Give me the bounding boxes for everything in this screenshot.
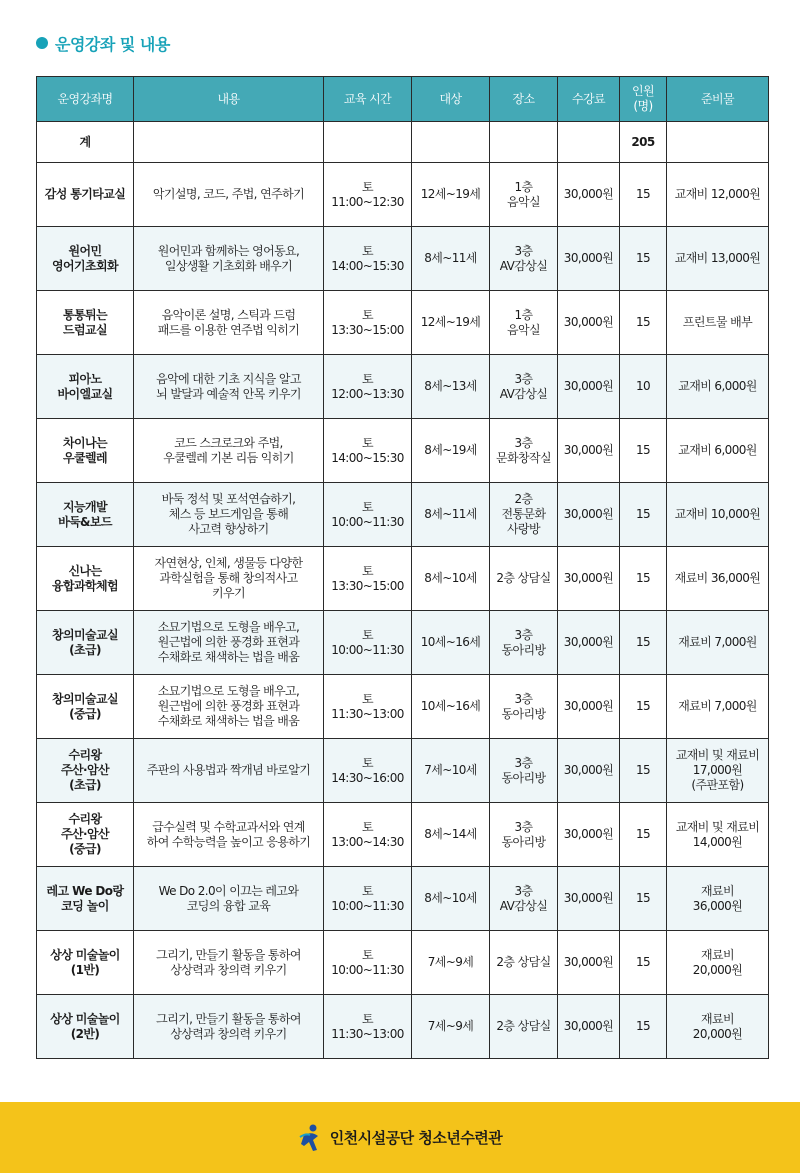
cell-supplies: 교재비 6,000원 — [667, 355, 769, 419]
cell-fee: 30,000원 — [558, 611, 620, 675]
header-fee: 수강료 — [558, 77, 620, 122]
cell-time: 토 13:30~15:00 — [324, 547, 412, 611]
cell-target: 8세~14세 — [412, 803, 490, 867]
cell-place: 2층 상담실 — [490, 995, 558, 1059]
cell-capacity: 10 — [620, 355, 667, 419]
organization-name: 인천시설공단 청소년수련관 — [329, 1129, 503, 1147]
cell-supplies: 재료비 36,000원 — [667, 867, 769, 931]
cell-capacity: 15 — [620, 739, 667, 803]
cell-place: 1층 음악실 — [490, 163, 558, 227]
table-cell — [558, 122, 620, 163]
cell-course-name: 상상 미술놀이 (1반) — [37, 931, 134, 995]
table-cell — [667, 122, 769, 163]
cell-target: 12세~19세 — [412, 291, 490, 355]
cell-fee: 30,000원 — [558, 291, 620, 355]
table-row — [37, 227, 769, 291]
cell-supplies: 재료비 36,000원 — [667, 547, 769, 611]
cell-fee: 30,000원 — [558, 931, 620, 995]
cell-fee: 30,000원 — [558, 995, 620, 1059]
cell-supplies: 교재비 및 재료비 14,000원 — [667, 803, 769, 867]
cell-supplies: 교재비 12,000원 — [667, 163, 769, 227]
cell-course-name: 수리왕 주산·암산 (초급) — [37, 739, 134, 803]
header-content: 내용 — [134, 77, 324, 122]
cell-time: 토 12:00~13:30 — [324, 355, 412, 419]
header-time: 교육 시간 — [324, 77, 412, 122]
cell-supplies: 재료비 20,000원 — [667, 931, 769, 995]
cell-capacity: 15 — [620, 291, 667, 355]
cell-content: 바둑 정석 및 포석연습하기, 체스 등 보드게임을 통해 사고력 향상하기 — [134, 483, 324, 547]
section-title — [36, 30, 170, 56]
table-row — [37, 611, 769, 675]
cell-target: 8세~13세 — [412, 355, 490, 419]
cell-course-name: 피아노 바이엘교실 — [37, 355, 134, 419]
bullet-icon — [36, 37, 48, 49]
cell-place: 3층 AV감상실 — [490, 355, 558, 419]
cell-course-name: 통통튀는 드럼교실 — [37, 291, 134, 355]
cell-place: 3층 문화창작실 — [490, 419, 558, 483]
cell-time: 토 11:30~13:00 — [324, 995, 412, 1059]
cell-time: 토 14:30~16:00 — [324, 739, 412, 803]
cell-target: 7세~9세 — [412, 995, 490, 1059]
cell-supplies: 교재비 10,000원 — [667, 483, 769, 547]
table-row — [37, 419, 769, 483]
total-label: 계 — [37, 122, 134, 163]
header-place: 장소 — [490, 77, 558, 122]
table-header-row — [37, 77, 769, 122]
cell-fee: 30,000원 — [558, 867, 620, 931]
cell-time: 토 10:00~11:30 — [324, 483, 412, 547]
cell-fee: 30,000원 — [558, 483, 620, 547]
cell-content: 코드 스크로크와 주법, 우쿨렐레 기본 리듬 익히기 — [134, 419, 324, 483]
cell-fee: 30,000원 — [558, 547, 620, 611]
cell-target: 7세~9세 — [412, 931, 490, 995]
cell-fee: 30,000원 — [558, 675, 620, 739]
cell-course-name: 레고 We Do랑 코딩 놀이 — [37, 867, 134, 931]
cell-place: 3층 AV감상실 — [490, 867, 558, 931]
table-row — [37, 483, 769, 547]
cell-time: 토 11:30~13:00 — [324, 675, 412, 739]
cell-place: 2층 상담실 — [490, 547, 558, 611]
section-title-text: 운영강좌 및 내용 — [55, 34, 170, 54]
cell-place: 3층 AV감상실 — [490, 227, 558, 291]
cell-capacity: 15 — [620, 931, 667, 995]
table-row — [37, 867, 769, 931]
cell-course-name: 창의미술교실 (중급) — [37, 675, 134, 739]
cell-capacity: 15 — [620, 675, 667, 739]
cell-supplies: 교재비 및 재료비 17,000원 (주판포함) — [667, 739, 769, 803]
cell-target: 8세~11세 — [412, 483, 490, 547]
cell-place: 2층 전통문화 사랑방 — [490, 483, 558, 547]
cell-content: 음악에 대한 기초 지식을 알고 뇌 발달과 예술적 안목 키우기 — [134, 355, 324, 419]
cell-content: 원어민과 함께하는 영어동요, 일상생활 기초회화 배우기 — [134, 227, 324, 291]
cell-target: 10세~16세 — [412, 675, 490, 739]
cell-content: We Do 2.0이 이끄는 레고와 코딩의 융합 교육 — [134, 867, 324, 931]
cell-target: 10세~16세 — [412, 611, 490, 675]
cell-capacity: 15 — [620, 227, 667, 291]
cell-content: 소묘기법으로 도형을 배우고, 원근법에 의한 풍경화 표현과 수채화로 채색하는 법을 배움 — [134, 611, 324, 675]
table-row — [37, 355, 769, 419]
cell-time: 토 10:00~11:30 — [324, 867, 412, 931]
total-count: 205 — [620, 122, 667, 163]
cell-fee: 30,000원 — [558, 803, 620, 867]
cell-course-name: 차이나는 우쿨렐레 — [37, 419, 134, 483]
cell-content: 주판의 사용법과 짝개념 바로알기 — [134, 739, 324, 803]
table-row — [37, 739, 769, 803]
cell-place: 3층 동아리방 — [490, 675, 558, 739]
cell-course-name: 창의미술교실 (초급) — [37, 611, 134, 675]
cell-fee: 30,000원 — [558, 419, 620, 483]
cell-supplies: 재료비 7,000원 — [667, 611, 769, 675]
table-cell — [324, 122, 412, 163]
cell-time: 토 13:00~14:30 — [324, 803, 412, 867]
table-row — [37, 995, 769, 1059]
header-supplies: 준비물 — [667, 77, 769, 122]
cell-supplies: 교재비 13,000원 — [667, 227, 769, 291]
cell-course-name: 원어민 영어기초회화 — [37, 227, 134, 291]
cell-capacity: 15 — [620, 995, 667, 1059]
running-figure-icon — [298, 1123, 324, 1153]
cell-fee: 30,000원 — [558, 163, 620, 227]
cell-time: 토 11:00~12:30 — [324, 163, 412, 227]
table-row — [37, 291, 769, 355]
cell-course-name: 지능개발 바둑&보드 — [37, 483, 134, 547]
cell-place: 3층 동아리방 — [490, 803, 558, 867]
cell-capacity: 15 — [620, 419, 667, 483]
cell-time: 토 10:00~11:30 — [324, 611, 412, 675]
header-target: 대상 — [412, 77, 490, 122]
cell-content: 급수실력 및 수학교과서와 연계 하여 수학능력을 높이고 응용하기 — [134, 803, 324, 867]
cell-time: 토 14:00~15:30 — [324, 227, 412, 291]
cell-target: 8세~10세 — [412, 867, 490, 931]
cell-course-name: 수리왕 주산·암산 (중급) — [37, 803, 134, 867]
cell-content: 자연현상, 인체, 생물등 다양한 과학실험을 통해 창의적사고 키우기 — [134, 547, 324, 611]
cell-time: 토 13:30~15:00 — [324, 291, 412, 355]
cell-fee: 30,000원 — [558, 227, 620, 291]
cell-capacity: 15 — [620, 611, 667, 675]
cell-target: 8세~10세 — [412, 547, 490, 611]
table-row — [37, 547, 769, 611]
header-capacity: 인원 (명) — [620, 77, 667, 122]
cell-content: 그리기, 만들기 활동을 통하여 상상력과 창의력 키우기 — [134, 995, 324, 1059]
cell-capacity: 15 — [620, 803, 667, 867]
cell-target: 8세~19세 — [412, 419, 490, 483]
header-course-name: 운영강좌명 — [37, 77, 134, 122]
cell-capacity: 15 — [620, 867, 667, 931]
cell-supplies: 재료비 7,000원 — [667, 675, 769, 739]
org-logo — [298, 1123, 503, 1153]
cell-time: 토 10:00~11:30 — [324, 931, 412, 995]
table-row — [37, 931, 769, 995]
cell-supplies: 프린트물 배부 — [667, 291, 769, 355]
table-row — [37, 803, 769, 867]
cell-content: 그리기, 만들기 활동을 통하여 상상력과 창의력 키우기 — [134, 931, 324, 995]
cell-content: 음악이론 설명, 스틱과 드럼 패드를 이용한 연주법 익히기 — [134, 291, 324, 355]
cell-target: 8세~11세 — [412, 227, 490, 291]
cell-capacity: 15 — [620, 163, 667, 227]
cell-content: 악기설명, 코드, 주법, 연주하기 — [134, 163, 324, 227]
cell-content: 소묘기법으로 도형을 배우고, 원근법에 의한 풍경화 표현과 수채화로 채색하는 법을 배움 — [134, 675, 324, 739]
cell-place: 2층 상담실 — [490, 931, 558, 995]
cell-target: 7세~10세 — [412, 739, 490, 803]
cell-course-name: 감성 통기타교실 — [37, 163, 134, 227]
cell-course-name: 상상 미술놀이 (2반) — [37, 995, 134, 1059]
cell-fee: 30,000원 — [558, 739, 620, 803]
table-cell — [412, 122, 490, 163]
cell-capacity: 15 — [620, 547, 667, 611]
cell-target: 12세~19세 — [412, 163, 490, 227]
course-table — [36, 76, 769, 1059]
cell-place: 1층 음악실 — [490, 291, 558, 355]
footer-banner — [0, 1102, 800, 1173]
cell-fee: 30,000원 — [558, 355, 620, 419]
cell-supplies: 교재비 6,000원 — [667, 419, 769, 483]
table-cell — [490, 122, 558, 163]
cell-place: 3층 동아리방 — [490, 611, 558, 675]
table-cell — [134, 122, 324, 163]
cell-course-name: 신나는 융합과학체험 — [37, 547, 134, 611]
table-row — [37, 163, 769, 227]
cell-supplies: 재료비 20,000원 — [667, 995, 769, 1059]
cell-time: 토 14:00~15:30 — [324, 419, 412, 483]
total-row — [37, 122, 769, 163]
cell-capacity: 15 — [620, 483, 667, 547]
table-row — [37, 675, 769, 739]
cell-place: 3층 동아리방 — [490, 739, 558, 803]
